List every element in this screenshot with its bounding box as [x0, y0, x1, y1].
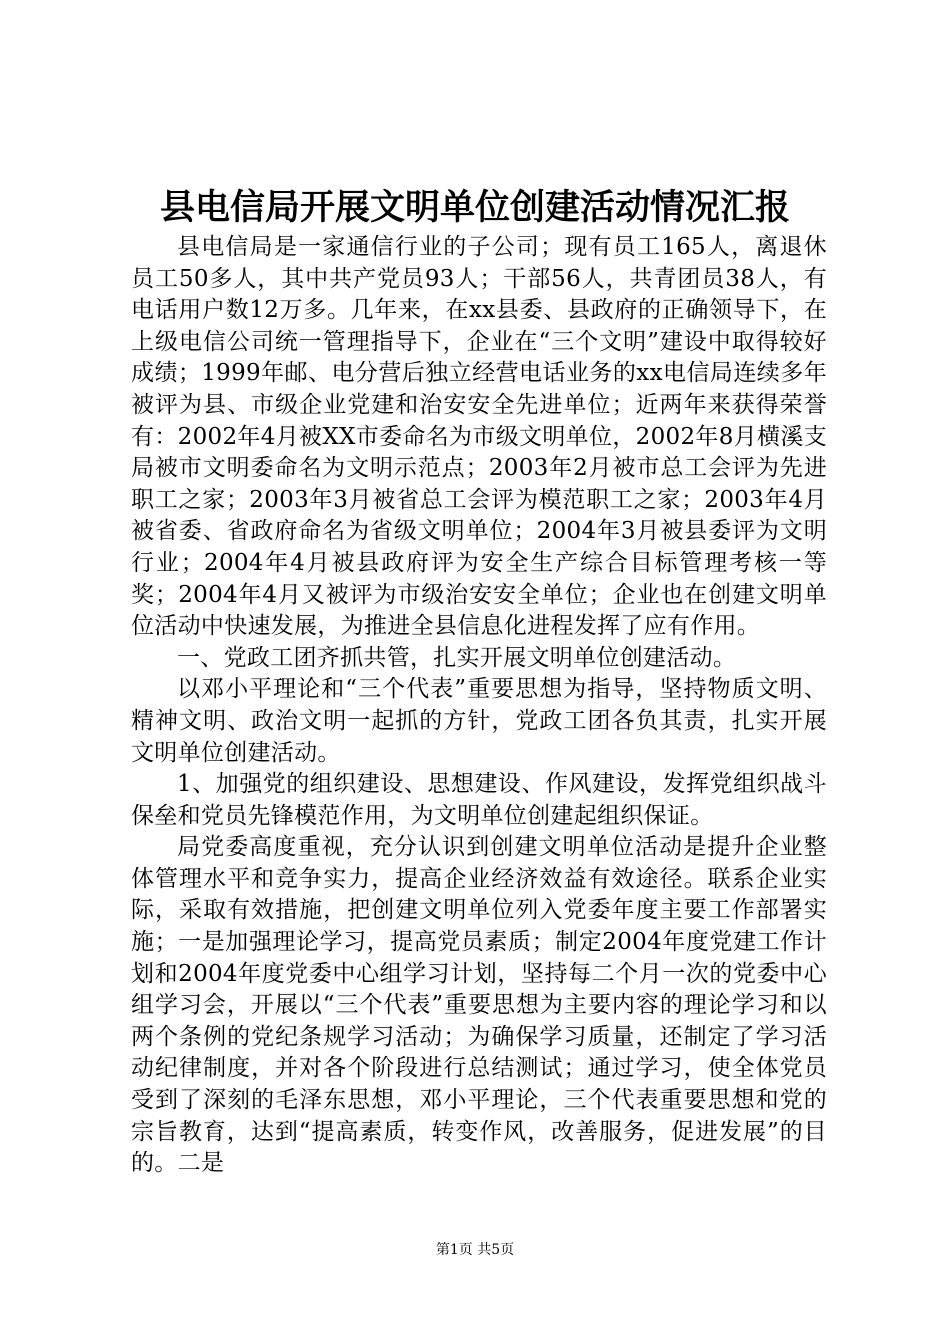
paragraph-guidance: 以邓小平理论和“三个代表”重要思想为指导，坚持物质文明、精神文明、政治文明一起抓的方针，党政工团各负其责，扎实开展文明单位创建活动。: [131, 676, 827, 766]
paragraph-party-committee: 局党委高度重视，充分认识到创建文明单位活动是提升企业整体管理水平和竞争实力，提高企业经济效益有效途径。联系企业实际，采取有效措施，把创建文明单位列入党委年度主要工作部署实施；一是加强理论学习，提高党员素质；制定2004年度党建工作计划和2004年度党委中心组学习计划，坚持每二个月一次的党委中心组学习会，开展以“三个代表”重要思想为主要内容的理论学习和以两个条例的党纪条规学习活动；为确保学习质量，还制定了学习活动纪律制度，并对各个阶段进行总结测试；通过学习，使全体党员受到了深刻的毛泽东思想，邓小平理论，三个代表重要思想和党的宗旨教育，达到“提高素质，转变作风，改善服务，促进发展”的目的。二是: [131, 834, 827, 1177]
document-body: [131, 232, 827, 1180]
subsection-heading-1: 1、加强党的组织建设、思想建设、作风建设，发挥党组织战斗保垒和党员先锋模范作用，为文明单位创建起组织保证。: [131, 771, 827, 829]
section-heading-1: 一、党政工团齐抓共管，扎实开展文明单位创建活动。: [177, 644, 737, 671]
paragraph-intro: 县电信局是一家通信行业的子公司；现有员工165人，离退休员工50多人，其中共产党员93人；干部56人，共青团员38人，有电话用户数12万多。几年来，在xx县委、县政府的正确领导下，在上级电信公司统一管理指导下，企业在“三个文明”建设中取得较好成绩；1999年邮、电分营后独立经营电话业务的xx电信局连续多年被评为县、市级企业党建和治安安全先进单位；近两年来获得荣誉有：2002年4月被XX市委命名为市级文明单位，2002年8月横溪支局被市文明委命名为文明示范点；2003年2月被市总工会评为先进职工之家；2003年3月被省总工会评为模范职工之家；2003年4月被省委、省政府命名为省级文明单位；2004年3月被县委评为文明行业；2004年4月被县政府评为安全生产综合目标管理考核一等奖；2004年4月又被评为市级治安安全单位；企业也在创建文明单位活动中快速发展，为推进全县信息化进程发挥了应有作用。: [131, 234, 827, 640]
page-footer: 第1页 共5页: [435, 1242, 515, 1258]
document-title: 县电信局开展文明单位创建活动情况汇报: [159, 187, 790, 228]
